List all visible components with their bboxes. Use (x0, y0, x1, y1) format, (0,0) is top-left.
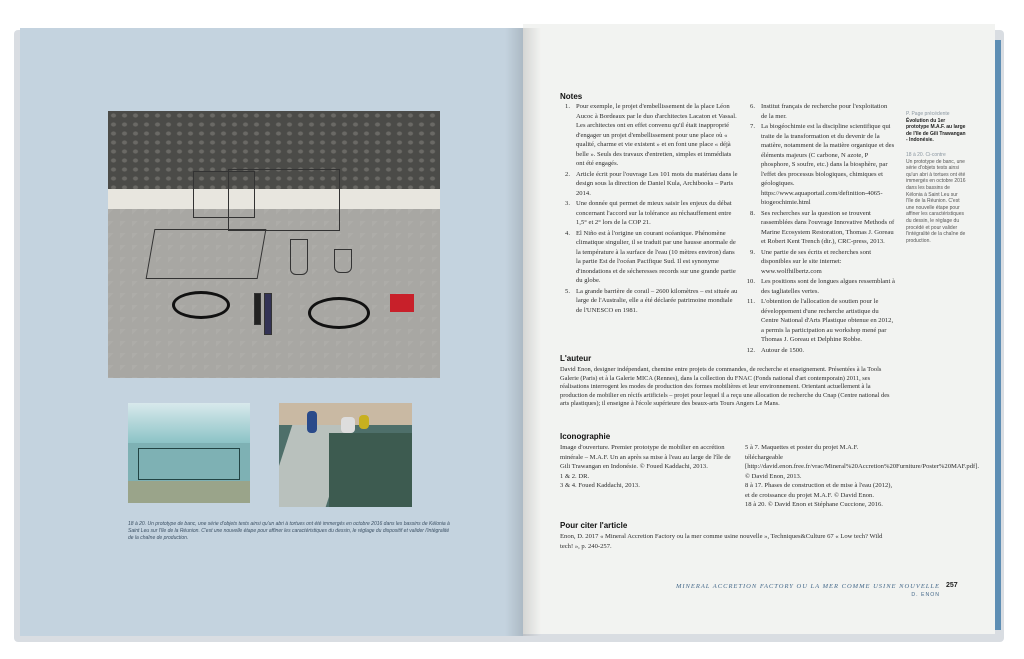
icono-text: 5 à 7. Maquettes et poster du projet M.A.F. téléchargeable [http://david.enon.free.fr/vrac/Mineral%20Accretion%20Furniture/Poster%20MAF.pdf]. © David Enon, 2013. (745, 444, 980, 480)
note-number: 11. (747, 298, 755, 305)
icono-text: 8 à 17. Phases de construction et de mise à l'eau (2012), et de croissance du projet M.A.F. © David Enon. (745, 482, 893, 499)
auteur-heading: L'auteur (560, 354, 592, 363)
citer-heading: Pour citer l'article (560, 521, 628, 530)
note-text: Pour exemple, le projet d'embellissement de la place Léon Aucoc à Bordeaux par le duo d'architectes Lacaton et Vassal. Les architectes ont en effet convenu qu'il était inapproprié d'engager un projet d'embellissement pour une place où « qualité, charme et vie existent » et en font une place « déjà belle ». Seuls des travaux d'entretien, simples et immédiats ont été engagés. (576, 103, 737, 167)
citer-text: Enon, D. 2017 « Mineral Accretion Factory ou la mer comme usine nouvelle », Techniques&Culture 67 « Low tech? Wild tech! », p. 240-257. (560, 533, 883, 550)
note-number: 5. (565, 287, 570, 295)
note-text: La biogéochimie est la discipline scientifique qui traite de la transformation et du devenir de la matière, notamment de la matière organique et des éléments majeurs (C carbone, N azote, P phosphore, S soufre, etc.) dans la biosphère, par l'effet des processus biologiques, chimiques et géologiques. https://www.aquaportail.com/definition-4065-biogeochimie.html (761, 123, 895, 206)
note-number: 4. (565, 229, 570, 237)
note-text: L'obtention de l'allocation de soutien pour le développement d'une recherche artistique du Centre National d'Arts Plastique obtenue en 2012, a permis la participation au workshop mené par Thomas J. Goreau et Delphine Robbe. (761, 298, 894, 343)
note-item (745, 277, 895, 296)
iconographie-col-1 (560, 443, 738, 491)
underwater-photo (128, 403, 250, 503)
auteur-text: David Enon, designer indépendant, chemine entre projets de commandes, de recherche et enseignement. Présentées à la Tools Galerie (Paris) et à la Galerie MICA (Rennes), dans la collection du FNAC (Fonds national d'art contemporain) 2011, ses réalisations interrogent les modes de production des formes mobilières et leur environnement. Orientant actuellement à la production de mobilier en récifs artificiels – projet pour lequel il a reçu une allocation de recherche du Cnap (Centre national des arts plastiques); il enseigne à l'école supérieure des beaux-arts Tours Angers Le Mans. (560, 366, 890, 408)
notes-heading: Notes (560, 92, 583, 101)
icono-text: 18 à 20. © David Enon et Stéphane Cuccione, 2016. (745, 501, 883, 508)
note-item (745, 248, 895, 277)
side-note-label: P. Page précédente (906, 111, 950, 117)
note-text: Une partie de ses écrits et recherches sont disponibles sur le site internet: www.wolfhilbertz.com (761, 248, 872, 275)
note-number: 10. (746, 278, 755, 285)
side-note (906, 111, 966, 244)
note-text: La grande barrière de corail – 2600 kilomètres – est située au large de l'Australie, elle a été déclarée patrimoine mondiale de l'UNESCO en 1981. (576, 287, 738, 314)
note-text: Une donnée qui permet de mieux saisir les enjeux du débat concernant l'accord sur la tolérance au réchauffement entre 1,5° et 2° lors de la COP 21. (576, 200, 732, 226)
note-item (745, 102, 895, 121)
page-number: 257 (946, 582, 958, 589)
note-item (745, 122, 895, 208)
iconographie-heading: Iconographie (560, 432, 611, 441)
metal-frame (228, 169, 340, 231)
power-supply-box (390, 294, 414, 312)
icono-text: Image d'ouverture. Premier prototype de mobilier en accrétion minérale – M.A.F. Un an après sa mise à l'eau au large de l'île de Gili Trawangan en Indonésie. © Foued Kaddachi, 2013. (560, 444, 731, 470)
running-author: D. ENON (911, 592, 940, 598)
note-item (745, 297, 895, 345)
book-gutter (505, 28, 541, 636)
metal-basket (334, 249, 352, 273)
note-text: El Niño est à l'origine un courant océanique. Phénomène climatique singulier, il se traduit par une hausse anormale de la température à la surface de l'eau (10 mètres environ) dans la partie Est de l'océan Pacifique Sud. Il est synonyme d'inondations et de sécheresses records sur une grande partie du globe. (576, 229, 736, 284)
note-item (745, 346, 895, 356)
pipe (254, 293, 261, 325)
icono-text: 3 & 4. Foued Kaddachi, 2013. (560, 482, 640, 489)
metal-frame (146, 229, 267, 279)
note-number: 2. (565, 170, 570, 178)
note-text: Ses recherches sur la question se trouvent rassemblées dans l'ouvrage Innovative Methods of Marine Ecosystem Restoration, Thomas J. Goreau et Robert Kent Trench (dir.), CRC-press, 2013. (761, 209, 895, 245)
main-photo (108, 111, 440, 378)
pool-photo (279, 403, 412, 507)
submerged-frame (138, 448, 240, 480)
note-text: Institut français de recherche pour l'exploitation de la mer. (761, 103, 888, 120)
note-number: 6. (750, 103, 755, 110)
note-number: 1. (565, 103, 570, 110)
note-number: 8. (750, 209, 755, 217)
note-number: 9. (750, 248, 755, 256)
note-item (560, 229, 738, 286)
notes-column-2 (745, 102, 895, 356)
note-text: Article écrit pour l'ouvrage Les 101 mots du matériau dans le design sous la direction de Daniel Kula, Archibooks – Paris 2014. (576, 170, 738, 197)
note-item (560, 199, 738, 228)
cable-coil (172, 291, 230, 319)
note-item (560, 170, 738, 199)
running-title: MINERAL ACCRETION FACTORY OU LA MER COMME USINE NOUVELLE (675, 583, 940, 590)
note-item (745, 209, 895, 247)
metal-basket (290, 239, 308, 275)
iconographie-col-2 (745, 443, 980, 510)
book-edge (995, 40, 1001, 630)
left-caption (128, 521, 450, 542)
cable-coil (308, 297, 370, 329)
caption-label: 18 à 20. (128, 521, 147, 527)
note-number: 7. (750, 123, 755, 130)
note-item (560, 287, 738, 316)
pipe (264, 293, 272, 335)
note-text: Les positions sont de longues algues ressemblant à des tagliatelles vertes. (761, 278, 895, 295)
side-note-label-2: 18 à 20. Ci-contre (906, 151, 946, 158)
icono-text: 1 & 2. DR. (560, 472, 590, 480)
notes-column-1 (560, 102, 738, 316)
note-number: 3. (565, 200, 570, 207)
side-note-text: Un prototype de banc, une série d'objets tests ainsi qu'un abri à tortues ont été immergés en octobre 2016 dans les bassins de Kélonia à Saint Leu sur l'île de la Réunion. C'est une nouvelle étape pour affiner les caractéristiques du dessin, le réglage du procédé et pour valider l'intégralité de la chaîne de production. (906, 158, 966, 244)
note-text: Autour de 1500. (761, 346, 805, 354)
caption-text: Un prototype de banc, une série d'objets tests ainsi qu'un abri à tortues ont été immergés en octobre 2016 dans les bassins de Kélonia à Saint Leu sur l'île de la Réunion. C'est une nouvelle étape pour affiner les caractéristiques du dessin, le réglage du dispositif et valider l'intégralité de la chaîne de production. (128, 521, 450, 541)
side-note-bold: Évolution du 1er prototype M.A.F. au large de l'île de Gili Trawangan - Indonésie. (906, 117, 966, 144)
note-number: 12. (746, 346, 755, 354)
note-item (560, 102, 738, 169)
